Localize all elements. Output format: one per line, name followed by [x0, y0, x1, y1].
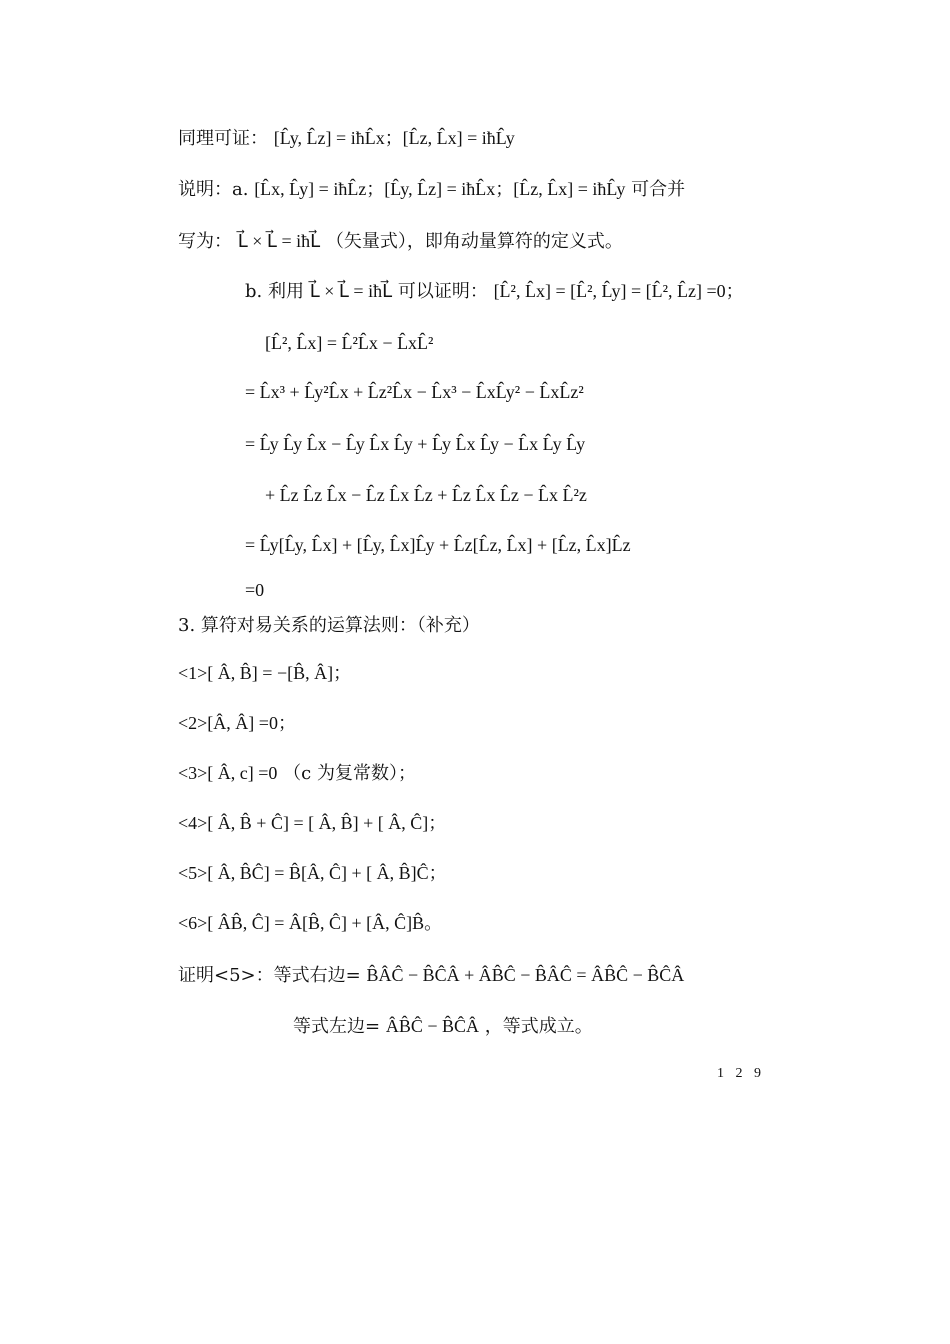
- rule-6: [178, 911, 442, 936]
- line-5: [265, 331, 433, 356]
- rule-2: [178, 711, 296, 736]
- section-heading: [178, 614, 480, 638]
- line-6: [245, 380, 584, 405]
- line-5-formula: [L̂², L̂x] = L̂²L̂x − L̂xL̂²: [265, 333, 434, 353]
- rule-3-tail: （c 为复常数）；: [283, 763, 416, 784]
- section-heading-text: 3. 算符对易关系的运算法则：（补充）: [178, 615, 480, 636]
- line-10: [245, 578, 264, 603]
- line-2-formula: [L̂x, L̂y] = iħL̂z；[L̂y, L̂z] = iħL̂x；[L̂z, L̂x] = iħL̂y: [254, 179, 626, 199]
- proof-line-2-label: 等式左边=: [293, 1016, 381, 1037]
- line-7-formula: = L̂y L̂y L̂x − L̂y L̂x L̂y + L̂y L̂x L̂y − L̂x L̂y L̂y: [245, 434, 586, 454]
- proof-line-2: [293, 1014, 593, 1039]
- rule-4-formula: <4>[ Â, B̂ + Ĉ] = [ Â, B̂] + [ Â, Ĉ]；: [178, 813, 447, 833]
- rule-4: [178, 811, 446, 836]
- line-4: [245, 279, 744, 304]
- line-1-formula: [L̂y, L̂z] = iħL̂x；[L̂z, L̂x] = iħL̂y: [273, 128, 515, 148]
- rule-3-formula: <3>[ Â, c] =0: [178, 763, 278, 783]
- line-2-label: 说明：a.: [178, 179, 249, 200]
- rule-6-formula: <6>[ ÂB̂, Ĉ] = Â[B̂, Ĉ] + [Â, Ĉ]B̂。: [178, 913, 443, 933]
- proof-line-2-formula: ÂB̂Ĉ − B̂ĈÂ: [385, 1016, 480, 1036]
- rule-3: [178, 761, 416, 786]
- proof-line-1-label: 证明<5>：等式右边=: [178, 965, 361, 986]
- line-4-label: b. 利用: [245, 281, 304, 302]
- line-7: [245, 432, 585, 457]
- line-9-formula: = L̂y[L̂y, L̂x] + [L̂y, L̂x]L̂y + L̂z[L̂z, L̂x] + [L̂z, L̂x]L̂z: [245, 535, 631, 555]
- line-1-label: 同理可证：: [178, 128, 268, 149]
- line-8: [265, 483, 587, 508]
- line-3-label: 写为：: [178, 231, 232, 252]
- proof-line-2-tail: ，等式成立。: [484, 1016, 593, 1037]
- page-number: 1 2 9: [717, 1066, 765, 1081]
- line-6-formula: = L̂x³ + L̂y²L̂x + L̂z²L̂x − L̂x³ − L̂xL̂y² − L̂xL̂z²: [245, 382, 584, 402]
- line-3-formula: L⃗ × L⃗ = iħL⃗: [237, 231, 321, 251]
- line-8-formula: + L̂z L̂z L̂x − L̂z L̂x L̂z + L̂z L̂x L̂z − L̂x L̂²z: [265, 485, 587, 505]
- line-1: [178, 126, 515, 151]
- rule-1: [178, 661, 351, 686]
- line-2: [178, 177, 685, 202]
- rule-5: [178, 861, 447, 886]
- line-3: [178, 229, 623, 254]
- line-4-formula: L⃗ × L⃗ = iħL⃗: [309, 281, 393, 301]
- line-4-formula-2: [L̂², L̂x] = [L̂², L̂y] = [L̂², L̂z] =0；: [493, 281, 744, 301]
- rule-1-formula: <1>[ Â, B̂] = −[B̂, Â]；: [178, 663, 352, 683]
- line-10-formula: =0: [245, 580, 265, 600]
- line-3-tail: （矢量式），即角动量算符的定义式。: [325, 231, 623, 252]
- line-2-tail: 可合并: [631, 179, 686, 200]
- proof-line-1: [178, 963, 684, 988]
- line-4-tail: 可以证明：: [397, 281, 488, 302]
- line-9: [245, 533, 631, 558]
- proof-line-1-formula: B̂ÂĈ − B̂ĈÂ + ÂB̂Ĉ − B̂ÂĈ = ÂB̂Ĉ − B̂ĈÂ: [366, 965, 685, 985]
- rule-5-formula: <5>[ Â, B̂Ĉ] = B̂[Â, Ĉ] + [ Â, B̂]Ĉ；: [178, 863, 447, 883]
- rule-2-formula: <2>[Â, Â] =0；: [178, 713, 296, 733]
